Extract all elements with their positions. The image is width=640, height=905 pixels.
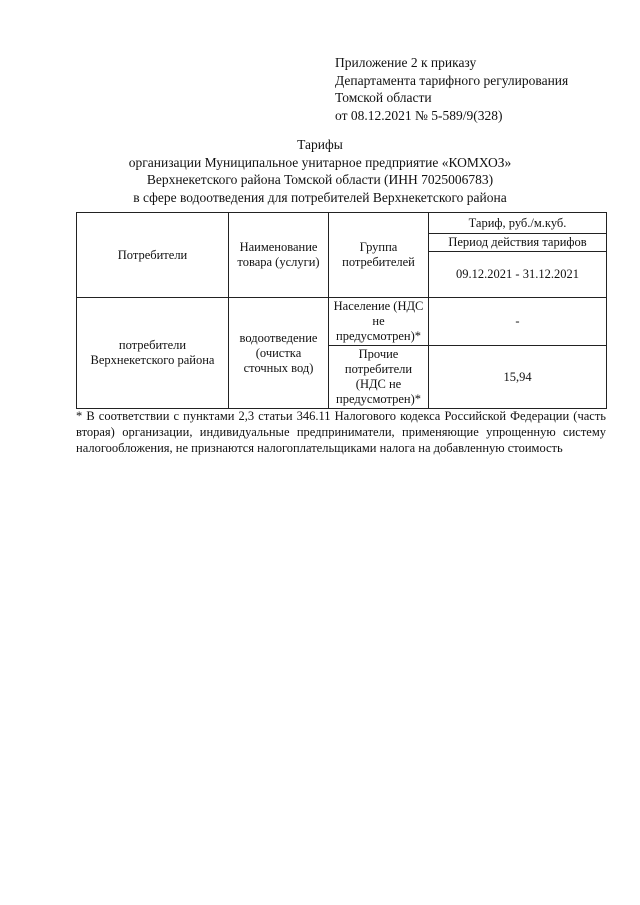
appendix-header — [335, 54, 568, 124]
header-consumers: Потребители — [77, 213, 229, 298]
document-title: Тарифы — [297, 137, 343, 152]
appendix-line-2: Департамента тарифного регулирования — [335, 72, 569, 88]
cell-group-population: Население (НДС не предусмотрен)* — [329, 298, 429, 346]
table-row — [77, 298, 607, 346]
header-group: Группа потребителей — [329, 213, 429, 298]
scope-line: в сфере водоотведения для потребителей Верхнекетского района — [133, 189, 507, 205]
header-period: 09.12.2021 - 31.12.2021 — [429, 252, 607, 298]
appendix-line-3: Томской области — [335, 90, 432, 105]
footnote: * В соответствии с пунктами 2,3 статьи 346.11 Налогового кодекса Российской Федерации (часть вторая) организации, индивидуальные предприниматели, применяющие упрощенную систему налогообложения, не признаются налогоплательщиками налога на добавленную стоимость — [76, 409, 606, 455]
cell-value-other: 15,94 — [429, 346, 607, 409]
table-header-row — [77, 213, 607, 234]
tariff-table — [76, 212, 607, 409]
document-heading — [0, 136, 640, 206]
organization-line: организации Муниципальное унитарное предприятие «КОМХОЗ» — [128, 154, 512, 170]
header-period-label: Период действия тарифов — [429, 234, 607, 252]
cell-value-population: - — [429, 298, 607, 346]
cell-consumer: потребители Верхнекетского района — [77, 298, 229, 409]
organization-details: Верхнекетского района Томской области (ИНН 7025006783) — [146, 172, 494, 187]
cell-service: водоотведение (очистка сточных вод) — [229, 298, 329, 409]
header-service: Наименование товара (услуги) — [229, 213, 329, 298]
cell-group-other: Прочие потребители (НДС не предусмотрен)* — [329, 346, 429, 409]
appendix-order-date: от 08.12.2021 № 5-589/9(328) — [335, 107, 503, 123]
header-tariff: Тариф, руб./м.куб. — [429, 213, 607, 234]
appendix-line-1: Приложение 2 к приказу — [335, 55, 477, 70]
